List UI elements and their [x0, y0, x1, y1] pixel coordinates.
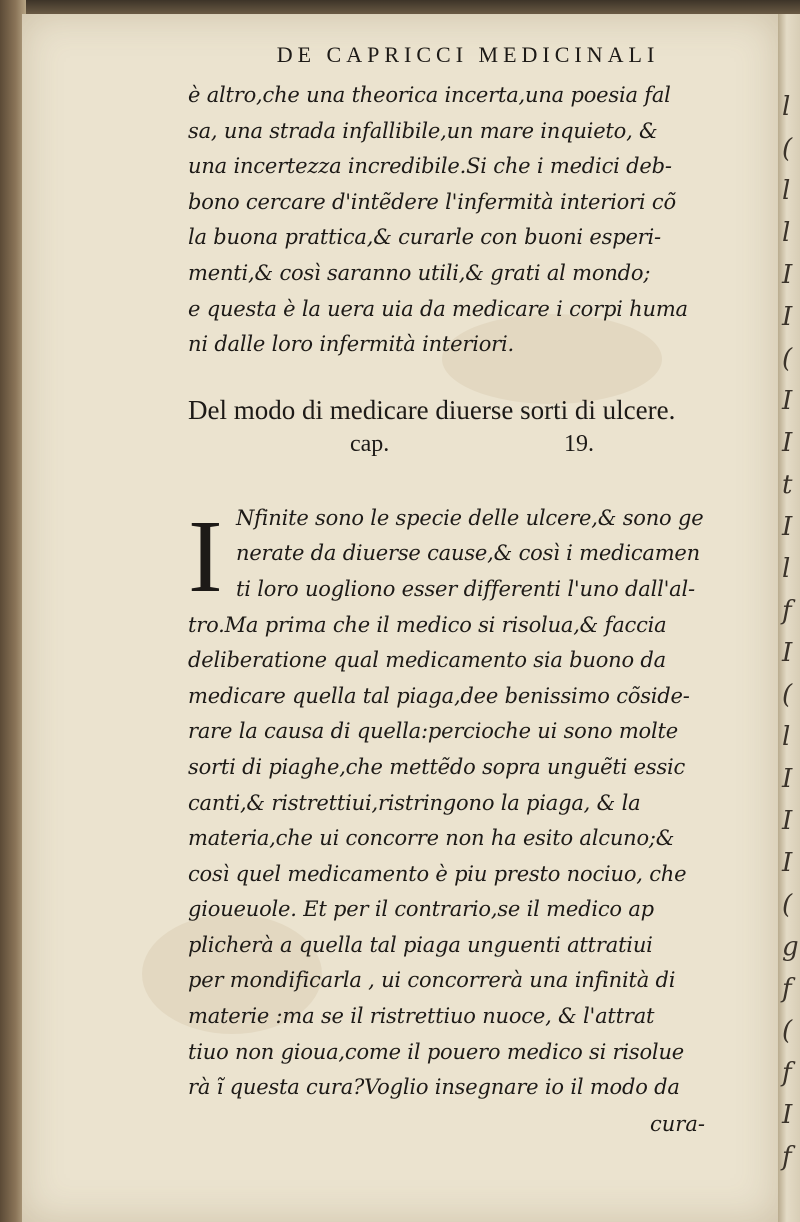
facing-page-glyph: l [782, 92, 791, 122]
facing-page-glyph: ( [782, 680, 793, 710]
facing-page-glyph: I [782, 1100, 793, 1130]
paragraph-1 [188, 78, 768, 363]
facing-page-glyph: I [782, 386, 793, 416]
text-line: gioueuole. Et per il contrario,se il medico ap [188, 897, 654, 922]
text-line: canti,& ristrettiui,ristringono la piaga, & la [188, 790, 641, 815]
text-line: così quel medicamento è piu presto nociuo, che [188, 861, 687, 886]
facing-page-glyph: I [782, 260, 793, 290]
page-text [188, 40, 768, 1142]
facing-page-glyph: I [782, 848, 793, 878]
text-line: rare la causa di quella:percioche ui sono molte [188, 719, 678, 744]
facing-page-glyph: f [782, 974, 792, 1004]
text-line: materia,che ui concorre non ha esito alcuno;& [188, 826, 675, 851]
catchword: cura- [650, 1111, 705, 1136]
facing-page-glyph: I [782, 428, 793, 458]
text-line: sorti di piaghe,che mettẽdo sopra unguẽti essic [188, 754, 686, 779]
text-line: Nfinite sono le specie delle ulcere,& sono ge [236, 505, 704, 530]
text-line: deliberatione qual medicamento sia buono da [188, 648, 666, 673]
text-line: ni dalle loro infermità interiori. [188, 332, 515, 357]
facing-page-glyph: I [782, 302, 793, 332]
facing-page-glyph: ( [782, 890, 793, 920]
facing-page-glyph: ( [782, 1016, 793, 1046]
text-line: sa, una strada infallibile,un mare inquieto, & [188, 118, 658, 143]
text-line: una incertezza incredibile.Si che i medici deb- [188, 154, 672, 179]
facing-page-edge [778, 14, 800, 1222]
facing-page-glyph: l [782, 554, 791, 584]
facing-page-glyph: f [782, 1142, 792, 1172]
facing-page-glyph: I [782, 638, 793, 668]
paragraph-2 [188, 498, 768, 1106]
drop-cap-initial: I [188, 498, 223, 614]
text-line: per mondificarla , ui concorrerà una infinità di [188, 968, 676, 993]
text-line: bono cercare d'intẽdere l'infermità interiori cõ [188, 189, 676, 214]
text-line: ti loro uogliono esser differenti l'uno dall'al- [236, 576, 695, 601]
chapter-label-row [188, 427, 768, 461]
facing-page-glyph: f [782, 1058, 792, 1088]
facing-page-glyph: g [782, 932, 799, 962]
text-line: tiuo non gioua,come il pouero medico si risolue [188, 1039, 685, 1064]
running-head: DE CAPRICCI MEDICINALI [276, 42, 660, 67]
facing-page-glyph: I [782, 764, 793, 794]
facing-page-glyph: ( [782, 134, 793, 164]
chapter-heading: Del modo di medicare diuerse sorti di ulcere. [188, 394, 676, 425]
text-line: e questa è la uera uia da medicare i corpi huma [188, 296, 688, 321]
text-line: nerate da diuerse cause,& così i medicamen [236, 541, 700, 566]
chapter-number: 19. [564, 430, 594, 457]
paragraph-2-indented-lines [188, 498, 768, 614]
text-line: menti,& così saranno utili,& grati al mondo; [188, 260, 651, 285]
facing-page-glyph: I [782, 806, 793, 836]
text-line: tro.Ma prima che il medico si risolua,& faccia [188, 612, 667, 637]
facing-page-glyph: l [782, 176, 791, 206]
chapter-label: cap. [350, 430, 390, 457]
paragraph-2-lines [188, 608, 768, 1106]
facing-page-glyph: l [782, 218, 791, 248]
text-line: rà ĩ questa cura?Voglio insegnare io il modo da [188, 1075, 680, 1100]
text-line: è altro,che una theorica incerta,una poesia fal [188, 83, 671, 107]
facing-page-glyph: t [782, 470, 793, 500]
facing-page-glyph: f [782, 596, 792, 626]
text-line: plicherà a quella tal piaga unguenti attratiui [188, 932, 653, 957]
text-line: materie :ma se il ristrettiuo nuoce, & l'attrat [188, 1004, 655, 1029]
facing-page-glyph: ( [782, 344, 793, 374]
facing-page-glyph: I [782, 512, 793, 542]
text-line: la buona prattica,& curarle con buoni esperi- [188, 225, 661, 250]
facing-page-glyph: l [782, 722, 791, 752]
text-line: medicare quella tal piaga,dee benissimo cõside- [188, 683, 690, 708]
